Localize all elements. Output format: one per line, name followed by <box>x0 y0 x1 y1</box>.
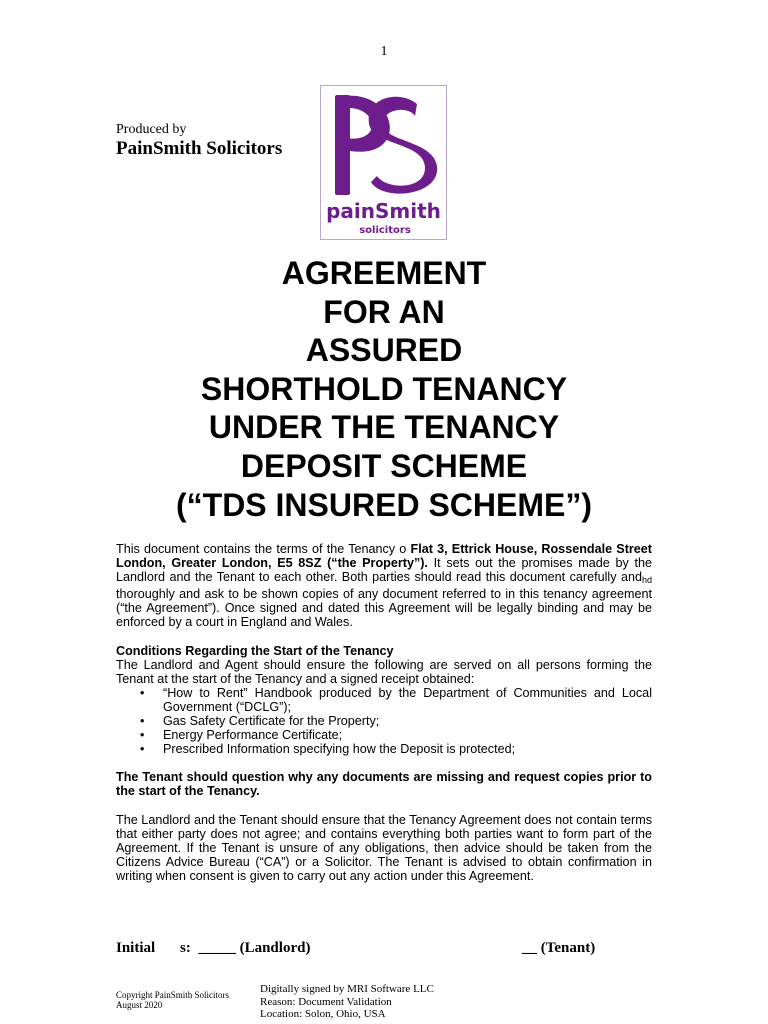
title-line: FOR AN <box>323 293 445 330</box>
logo-subline: solicitors <box>359 225 411 236</box>
list-item: • Gas Safety Certificate for the Property; <box>116 714 652 728</box>
title-line: UNDER THE TENANCY <box>208 409 560 446</box>
title-line: AGREEMENT <box>281 255 487 291</box>
conditions-heading: Conditions Regarding the Start of the Tenancy <box>116 643 394 658</box>
property-tag: (“the Property”). <box>321 556 428 571</box>
firm-name: PainSmith Solicitors <box>116 138 283 159</box>
produced-by-label: Produced by <box>116 122 187 137</box>
title-line: SHORTHOLD TENANCY <box>200 370 568 407</box>
list-item: • Energy Performance Certificate; <box>116 728 652 742</box>
tenant-initials-blank: __ <box>522 940 537 956</box>
agreement-body <box>116 542 652 883</box>
title-line: (“TDS INSURED SCHEME”) <box>175 486 592 523</box>
required-documents-list <box>116 686 652 756</box>
page-number: 1 <box>380 44 388 59</box>
conditions-text: The Landlord and Agent should ensure the following are served on all persons forming the Tenant at the start of the Tenancy and a signed receipt obtained: <box>116 657 652 686</box>
landlord-initials-line: Initial s: _____ (Landlord) <box>116 940 311 956</box>
painsmith-logo <box>320 85 447 240</box>
property-address: Flat 3, Ettrick House, Rossendale Street London, Greater London, E5 8SZ <box>116 542 652 571</box>
list-item: • Prescribed Information specifying how the Deposit is protected; <box>116 742 652 756</box>
closing-paragraph: The Landlord and the Tenant should ensure that the Tenancy Agreement does not contain terms that either party does not agree; and contains everything both parties want to form part of the Agreement. If the Tenant is unsure of any obligations, then advice should be taken from the Citizens Advice Bureau (“CA”) or a Solicitor. The Tenant is advised to obtain confirmation in writing when consent is given to carry out any action under this Agreement. <box>116 812 652 883</box>
list-item: • “How to Rent” Handbook produced by the Department of Communities and Local Government (“DCLG”); <box>116 686 652 714</box>
tenant-warning: The Tenant should question why any documents are missing and request copies prior to the start of the Tenancy. <box>116 770 652 799</box>
copyright-footer: Copyright PainSmith Solicitors August 2020 <box>116 990 230 1010</box>
tenant-initials-line: __ (Tenant) <box>522 940 596 956</box>
intro-paragraph: This document contains the terms of the Tenancy o Flat 3, Ettrick House, Rossendale Street London, Greater London, E5 8SZ (“the Property”). It sets out the promises made by the Landlord and the Tenant to each other. Both parties should read this document carefully andhd thoroughly and ask to be shown copies of any document referred to in this tenancy agreement (“the Agreement”). Once signed and dated this Agreement will be legally binding and may be enforced by a court in England and Wales. <box>116 542 652 630</box>
digital-signature-block: Digitally signed by MRI Software LLC Reason: Document Validation Location: Solon, Ohio, USA <box>260 983 434 1020</box>
agreement-title <box>0 254 768 524</box>
landlord-initials-blank: _____ <box>198 940 236 956</box>
title-line: ASSURED <box>305 332 463 369</box>
logo-wordmark: painSmith <box>326 199 441 223</box>
logo-monogram-icon <box>335 95 437 195</box>
title-line: DEPOSIT SCHEME <box>240 447 528 484</box>
